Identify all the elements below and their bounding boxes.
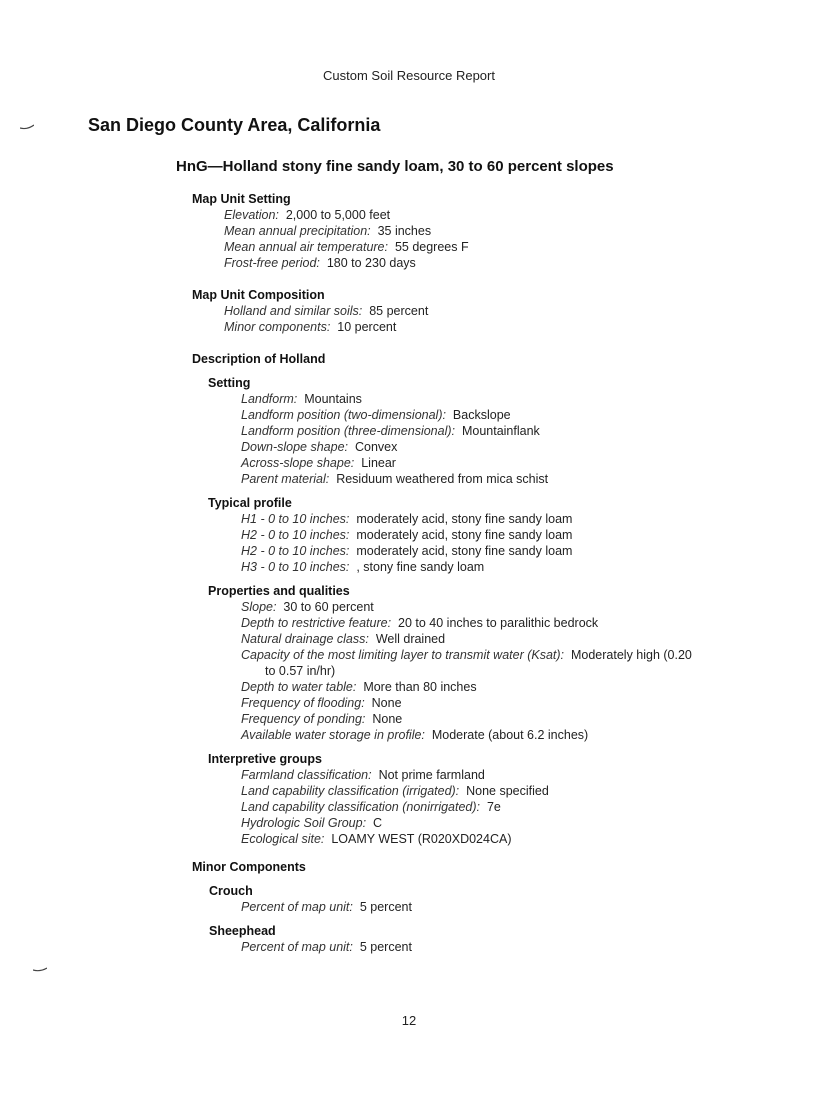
slope-item: Slope: 30 to 60 percent (241, 600, 374, 614)
map-unit-title: HnG—Holland stony fine sandy loam, 30 to 60 percent slopes (176, 158, 614, 175)
minor-component-percent: Percent of map unit: 5 percent (241, 940, 412, 954)
binder-mark-bottom (33, 966, 47, 972)
county-title: San Diego County Area, California (88, 115, 381, 135)
minor-component-name: Sheephead (209, 924, 276, 938)
page-number: 12 (401, 1013, 417, 1028)
interpretive-item: Ecological site: LOAMY WEST (R020XD024CA) (241, 832, 512, 846)
report-header: Custom Soil Resource Report (323, 68, 495, 83)
water-storage-item: Available water storage in profile: Moderate (about 6.2 inches) (241, 728, 589, 742)
water-table-item: Depth to water table: More than 80 inches (241, 680, 477, 694)
landform-item: Landform: Mountains (241, 392, 362, 406)
setting-item: Frost-free period: 180 to 230 days (224, 256, 416, 270)
landform-item: Down-slope shape: Convex (241, 440, 398, 454)
ksat-continuation: to 0.57 in/hr) (265, 664, 336, 678)
restrictive-depth-item: Depth to restrictive feature: 20 to 40 inches to paralithic bedrock (241, 616, 599, 630)
setting-item: Mean annual air temperature: 55 degrees F (224, 240, 469, 254)
profile-item: H3 - 0 to 10 inches: , stony fine sandy loam (241, 560, 485, 574)
minor-components-heading: Minor Components (192, 860, 306, 874)
map-unit-composition-heading: Map Unit Composition (192, 288, 325, 302)
interpretive-groups-subheading: Interpretive groups (208, 752, 322, 766)
interpretive-item: Land capability classification (nonirrigated): 7e (241, 800, 501, 814)
landform-item: Landform position (two-dimensional): Backslope (241, 408, 511, 422)
typical-profile-subheading: Typical profile (208, 496, 292, 510)
drainage-class-item: Natural drainage class: Well drained (241, 632, 446, 646)
properties-subheading: Properties and qualities (208, 584, 350, 598)
profile-item: H2 - 0 to 10 inches: moderately acid, stony fine sandy loam (241, 528, 573, 542)
interpretive-item: Hydrologic Soil Group: C (241, 816, 383, 830)
landform-item: Parent material: Residuum weathered from mica schist (241, 472, 549, 486)
ponding-item: Frequency of ponding: None (241, 712, 403, 726)
minor-component-percent: Percent of map unit: 5 percent (241, 900, 412, 914)
landform-item: Across-slope shape: Linear (241, 456, 396, 470)
flooding-item: Frequency of flooding: None (241, 696, 402, 710)
setting-item: Mean annual precipitation: 35 inches (224, 224, 432, 238)
minor-component-name: Crouch (209, 884, 253, 898)
setting-item: Elevation: 2,000 to 5,000 feet (224, 208, 391, 222)
interpretive-item: Land capability classification (irrigated): None specified (241, 784, 549, 798)
map-unit-setting-heading: Map Unit Setting (192, 192, 291, 206)
profile-item: H1 - 0 to 10 inches: moderately acid, stony fine sandy loam (241, 512, 573, 526)
interpretive-item: Farmland classification: Not prime farmland (241, 768, 485, 782)
composition-item: Holland and similar soils: 85 percent (224, 304, 429, 318)
composition-item: Minor components: 10 percent (224, 320, 397, 334)
setting-subheading: Setting (208, 376, 251, 390)
profile-item: H2 - 0 to 10 inches: moderately acid, stony fine sandy loam (241, 544, 573, 558)
ksat-item: Capacity of the most limiting layer to transmit water (Ksat): Moderately high (0.20 (241, 648, 692, 662)
binder-mark-top (20, 124, 34, 130)
landform-item: Landform position (three-dimensional): Mountainflank (241, 424, 540, 438)
description-heading: Description of Holland (192, 352, 326, 366)
